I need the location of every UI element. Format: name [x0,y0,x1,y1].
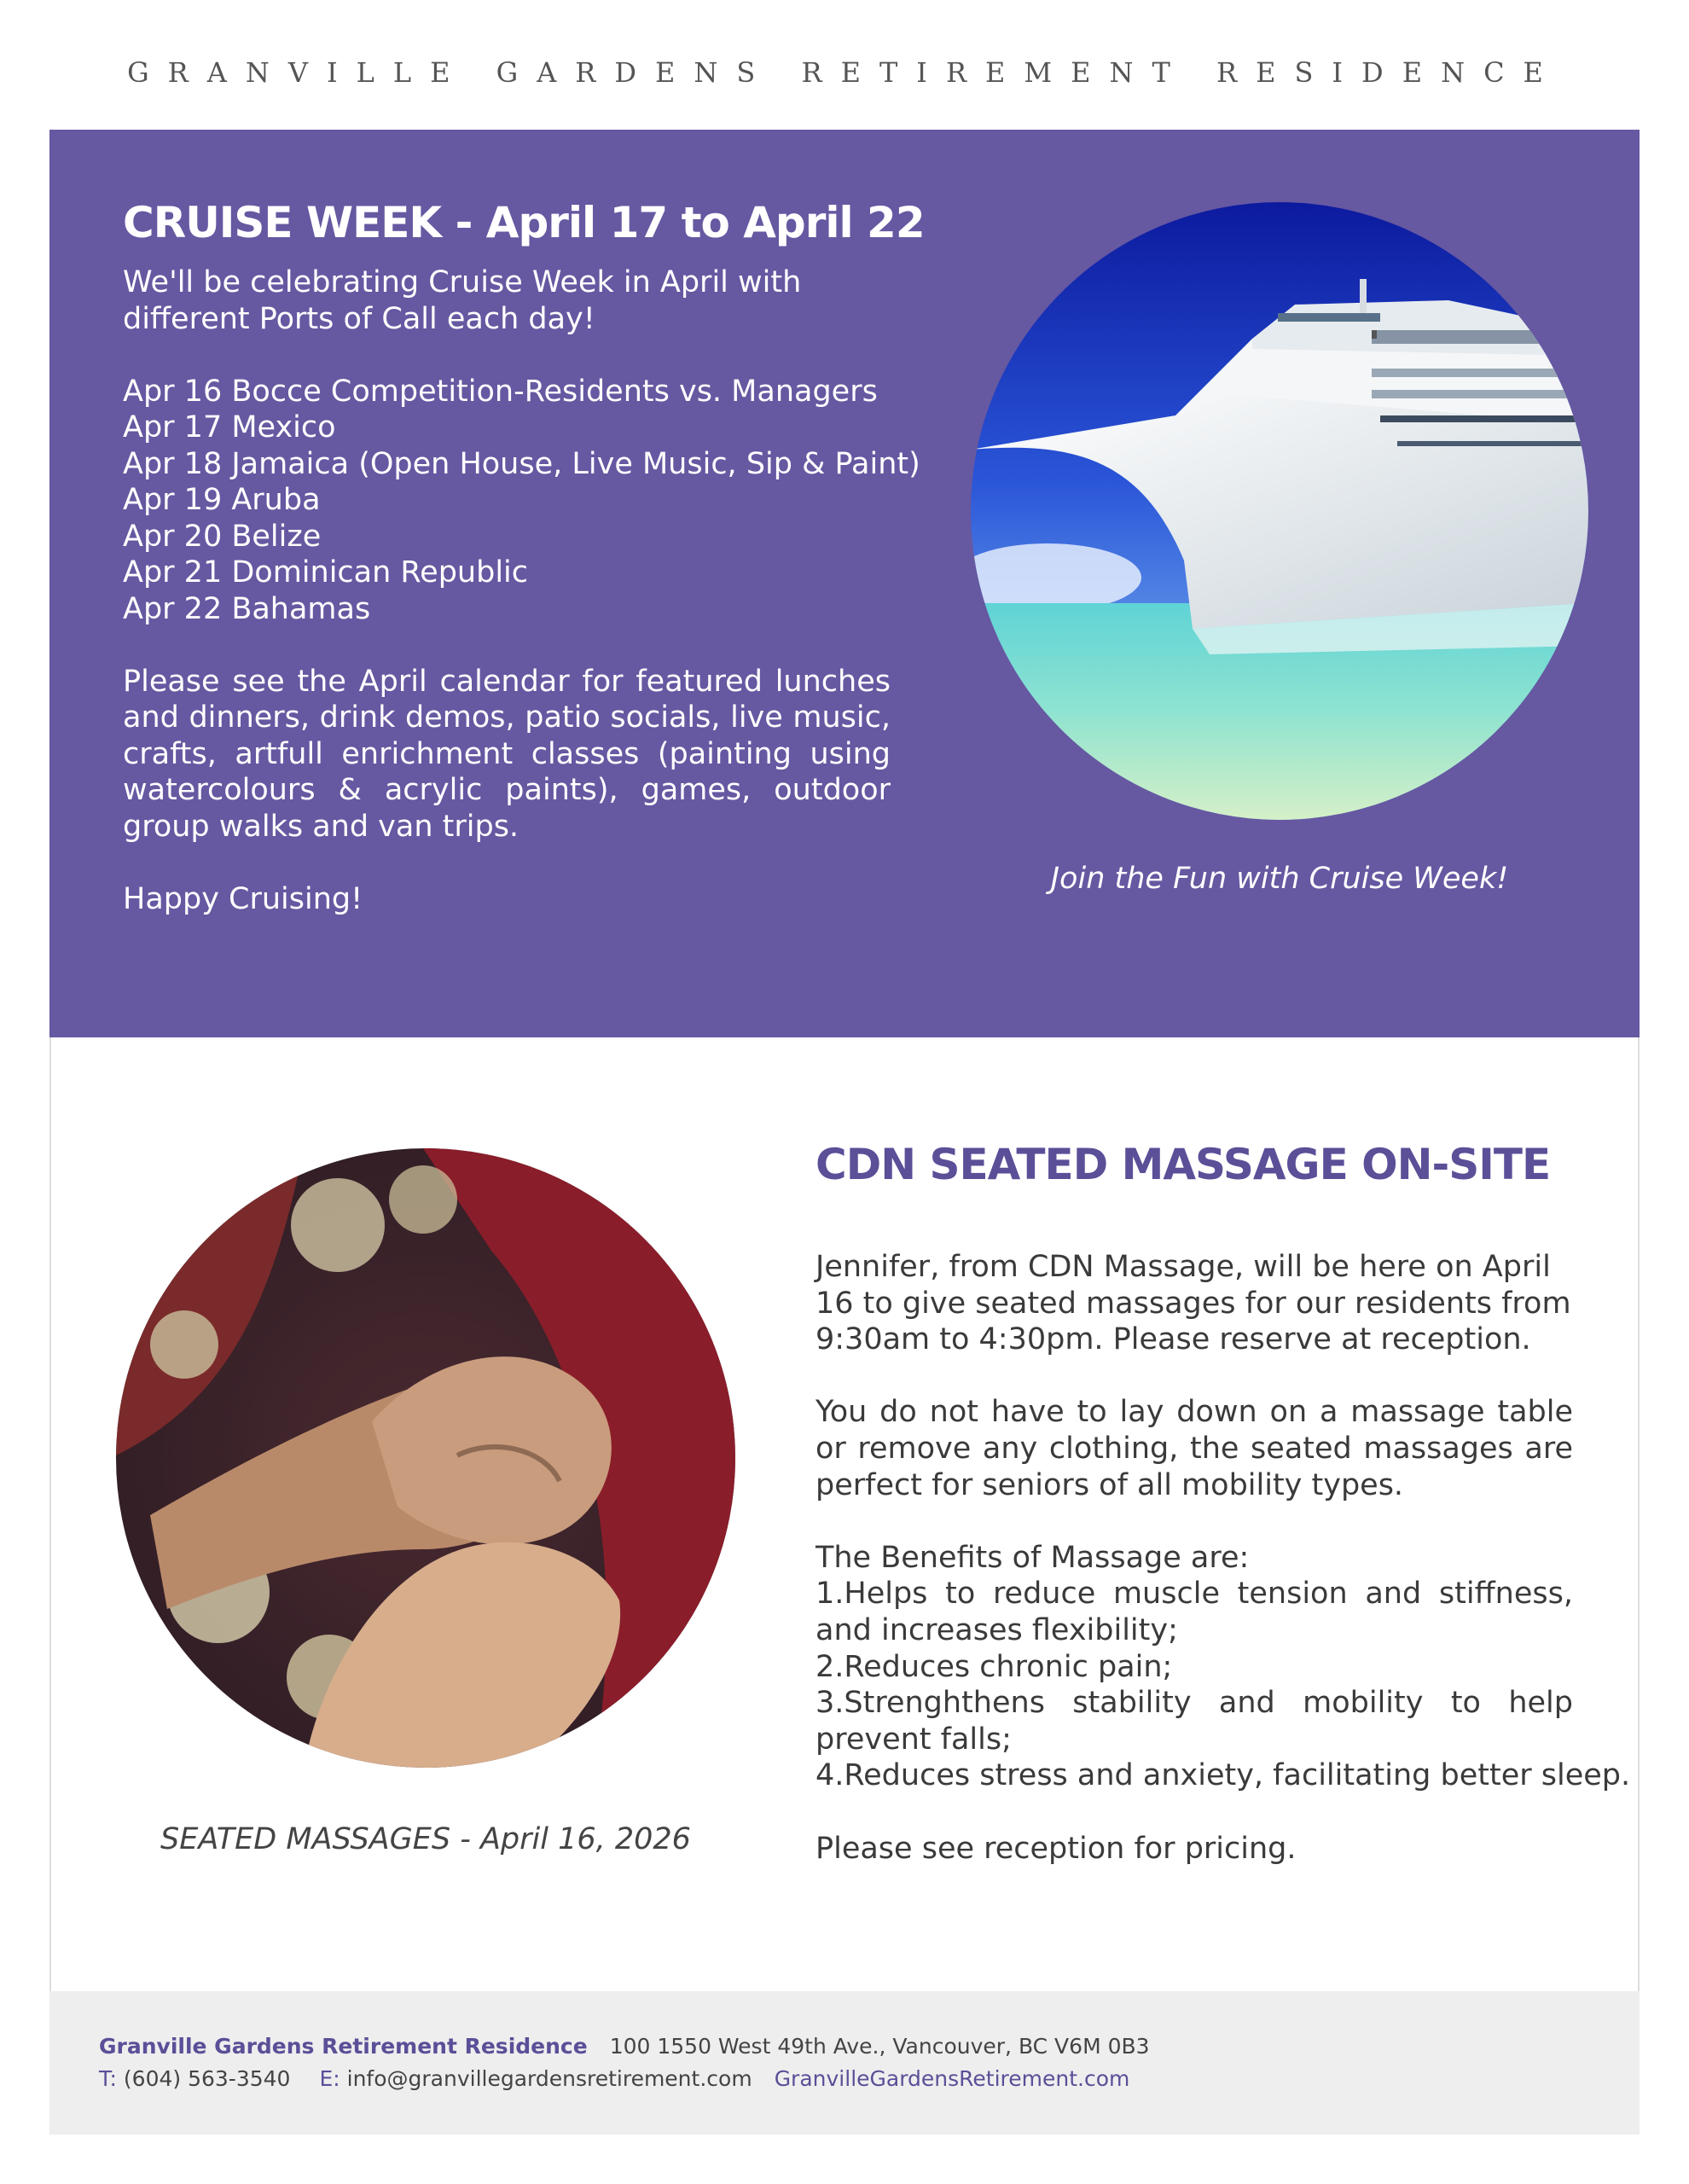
seated-massage-section [49,1037,1640,1991]
massage-pricing: Please see reception for pricing. [815,1831,1297,1866]
schedule-item: Apr 17 Mexico [123,410,336,444]
benefit-item: 4.Reduces stress and anxiety, facilitating better sleep. [815,1758,1631,1793]
schedule-item: Apr 16 Bocce Competition-Residents vs. Managers [123,374,878,409]
benefit-item: 3.Strenghthens stability and mobility to help prevent falls; [815,1686,1573,1757]
footer-address: 100 1550 West 49th Ave., Vancouver, BC V6M 0B3 [609,2034,1150,2059]
schedule-item: Apr 19 Aruba [123,483,321,517]
footer-residence-name: Granville Gardens Retirement Residence [99,2034,588,2059]
benefits-heading: The Benefits of Massage are: [815,1540,1250,1575]
footer [49,1991,1640,2135]
schedule-item: Apr 21 Dominican Republic [123,555,529,590]
footer-website-link[interactable]: GranvilleGardensRetirement.com [774,2066,1130,2091]
footer-row-1 [99,2034,1150,2059]
holding-hands-photo [116,1148,735,1768]
cruise-details: Please see the April calendar for featured lunches and dinners, drink demos, patio socials, live music, crafts, artfull enrichment classes (painting using watercolours & acrylic paints), games, outdoor group walks and van trips. [123,664,891,844]
massage-note: You do not have to lay down on a massage table or remove any clothing, the seated massages are perfect for seniors of all mobility types. [815,1395,1573,1502]
benefit-item: 2.Reduces chronic pain; [815,1649,1173,1684]
massage-body [815,1249,1631,1867]
massage-intro: Jennifer, from CDN Massage, will be here on April 16 to give seated massages for our residents from 9:30am to 4:30pm. Please reserve at reception. [815,1250,1571,1357]
email-label: E: [319,2066,340,2091]
footer-row-2 [99,2066,1129,2091]
phone-label: T: [99,2066,117,2091]
schedule-item: Apr 22 Bahamas [123,591,371,626]
footer-phone[interactable]: (604) 563-3540 [123,2066,291,2091]
massage-title: CDN SEATED MASSAGE ON-SITE [815,1140,1551,1189]
cruise-week-section [49,130,1640,1037]
cruise-closing: Happy Cruising! [123,881,363,916]
cruise-week-title: CRUISE WEEK - April 17 to April 22 [123,198,925,247]
masthead-title: GRANVILLE GARDENS RETIREMENT RESIDENCE [127,56,1562,89]
cruise-photo-caption: Join the Fun with Cruise Week! [1050,862,1509,896]
holding-hands-illustration [116,1148,735,1768]
cruise-intro: We'll be celebrating Cruise Week in April with different Ports of Call each day! [123,265,802,336]
cruise-ship-photo [971,202,1588,820]
benefit-item: 1.Helps to reduce muscle tension and stiffness, and increases flexibility; [815,1577,1573,1647]
schedule-item: Apr 18 Jamaica (Open House, Live Music, Sip & Paint) [123,446,920,481]
footer-email-link[interactable]: info@granvillegardensretirement.com [346,2066,752,2091]
cruise-ship-illustration [971,202,1588,820]
schedule-item: Apr 20 Belize [123,519,322,554]
cruise-week-body [123,264,920,917]
massage-photo-caption: SEATED MASSAGES - April 16, 2026 [160,1822,691,1856]
